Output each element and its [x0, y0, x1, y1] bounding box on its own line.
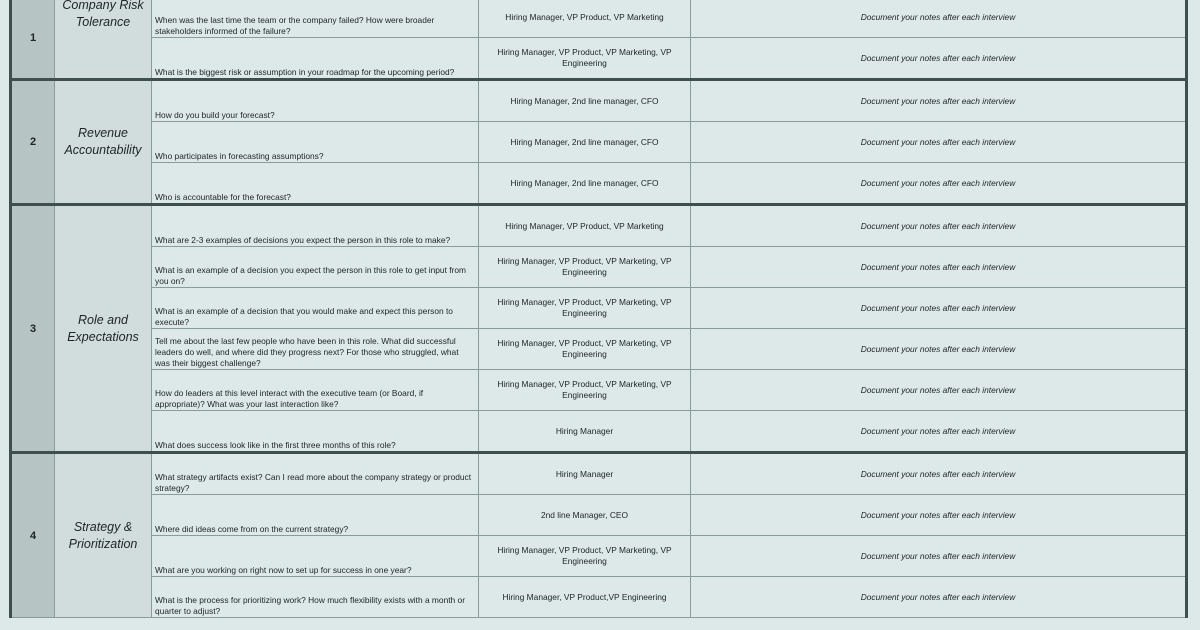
question-cell[interactable]: Who is accountable for the forecast? — [152, 163, 479, 205]
question-cell[interactable]: What is an example of a decision you expect the person in this role to get input from you on? — [152, 247, 479, 288]
interviewers-cell[interactable]: Hiring Manager — [479, 411, 691, 453]
interviewers-cell[interactable]: Hiring Manager, VP Product,VP Engineering — [479, 577, 691, 618]
question-cell[interactable]: Where did ideas come from on the current strategy? — [152, 495, 479, 536]
table-row — [11, 453, 1187, 495]
table-row — [11, 80, 1187, 122]
table-row — [11, 577, 1187, 618]
question-cell[interactable]: When was the last time the team or the company failed? How were broader stakeholders informed of the failure? — [152, 0, 479, 38]
category-cell[interactable]: Strategy & Prioritization — [55, 453, 152, 618]
table-row — [11, 38, 1187, 80]
table-row — [11, 411, 1187, 453]
notes-cell[interactable]: Document your notes after each interview — [691, 288, 1187, 329]
notes-cell[interactable]: Document your notes after each interview — [691, 80, 1187, 122]
table-row — [11, 495, 1187, 536]
interviewers-cell[interactable]: Hiring Manager, VP Product, VP Marketing, VP Engineering — [479, 38, 691, 80]
notes-cell[interactable]: Document your notes after each interview — [691, 329, 1187, 370]
interviewers-cell[interactable]: Hiring Manager, VP Product, VP Marketing, VP Engineering — [479, 370, 691, 411]
question-cell[interactable]: Tell me about the last few people who have been in this role. What did successful leaders do well, and where did they progress next? For those who struggled, what was their biggest challenge? — [152, 329, 479, 370]
notes-cell[interactable]: Document your notes after each interview — [691, 163, 1187, 205]
category-cell[interactable]: Company Risk Tolerance — [55, 0, 152, 80]
question-cell[interactable]: What strategy artifacts exist? Can I read more about the company strategy or product strategy? — [152, 453, 479, 495]
table-row — [11, 122, 1187, 163]
table-row — [11, 370, 1187, 411]
interviewers-cell[interactable]: 2nd line Manager, CEO — [479, 495, 691, 536]
interviewers-cell[interactable]: Hiring Manager, VP Product, VP Marketing, VP Engineering — [479, 247, 691, 288]
interviewers-cell[interactable]: Hiring Manager, VP Product, VP Marketing — [479, 205, 691, 247]
notes-cell[interactable]: Document your notes after each interview — [691, 495, 1187, 536]
table-row — [11, 0, 1187, 38]
notes-cell[interactable]: Document your notes after each interview — [691, 38, 1187, 80]
notes-cell[interactable]: Document your notes after each interview — [691, 453, 1187, 495]
notes-cell[interactable]: Document your notes after each interview — [691, 370, 1187, 411]
table-row — [11, 205, 1187, 247]
interviewers-cell[interactable]: Hiring Manager, VP Product, VP Marketing, VP Engineering — [479, 329, 691, 370]
interviewers-cell[interactable]: Hiring Manager, VP Product, VP Marketing — [479, 0, 691, 38]
question-cell[interactable]: What are you working on right now to set up for success in one year? — [152, 536, 479, 577]
interviewers-cell[interactable]: Hiring Manager, VP Product, VP Marketing, VP Engineering — [479, 288, 691, 329]
group-number-cell[interactable]: 3 — [11, 205, 55, 453]
interviewers-cell[interactable]: Hiring Manager, 2nd line manager, CFO — [479, 80, 691, 122]
interviewers-cell[interactable]: Hiring Manager, VP Product, VP Marketing, VP Engineering — [479, 536, 691, 577]
notes-cell[interactable]: Document your notes after each interview — [691, 205, 1187, 247]
table-row — [11, 536, 1187, 577]
table-row — [11, 288, 1187, 329]
question-cell[interactable]: How do you build your forecast? — [152, 80, 479, 122]
group-number-cell[interactable]: 4 — [11, 453, 55, 618]
interview-questions-table — [9, 0, 1188, 618]
question-cell[interactable]: What is an example of a decision that you would make and expect this person to execute? — [152, 288, 479, 329]
group-number-cell[interactable]: 1 — [11, 0, 55, 80]
question-cell[interactable]: What does success look like in the first three months of this role? — [152, 411, 479, 453]
table-row — [11, 329, 1187, 370]
interviewers-cell[interactable]: Hiring Manager — [479, 453, 691, 495]
notes-cell[interactable]: Document your notes after each interview — [691, 411, 1187, 453]
category-cell[interactable]: Role and Expectations — [55, 205, 152, 453]
interviewers-cell[interactable]: Hiring Manager, 2nd line manager, CFO — [479, 163, 691, 205]
question-cell[interactable]: What is the biggest risk or assumption in your roadmap for the upcoming period? — [152, 38, 479, 80]
question-cell[interactable]: What are 2-3 examples of decisions you expect the person in this role to make? — [152, 205, 479, 247]
interviewers-cell[interactable]: Hiring Manager, 2nd line manager, CFO — [479, 122, 691, 163]
notes-cell[interactable]: Document your notes after each interview — [691, 247, 1187, 288]
question-cell[interactable]: Who participates in forecasting assumptions? — [152, 122, 479, 163]
table-row — [11, 163, 1187, 205]
notes-cell[interactable]: Document your notes after each interview — [691, 577, 1187, 618]
category-cell[interactable]: Revenue Accountability — [55, 80, 152, 205]
question-cell[interactable]: How do leaders at this level interact with the executive team (or Board, if appropriate)? What was your last interaction like? — [152, 370, 479, 411]
notes-cell[interactable]: Document your notes after each interview — [691, 536, 1187, 577]
notes-cell[interactable]: Document your notes after each interview — [691, 0, 1187, 38]
table-row — [11, 247, 1187, 288]
notes-cell[interactable]: Document your notes after each interview — [691, 122, 1187, 163]
group-number-cell[interactable]: 2 — [11, 80, 55, 205]
question-cell[interactable]: What is the process for prioritizing work? How much flexibility exists with a month or quarter to adjust? — [152, 577, 479, 618]
